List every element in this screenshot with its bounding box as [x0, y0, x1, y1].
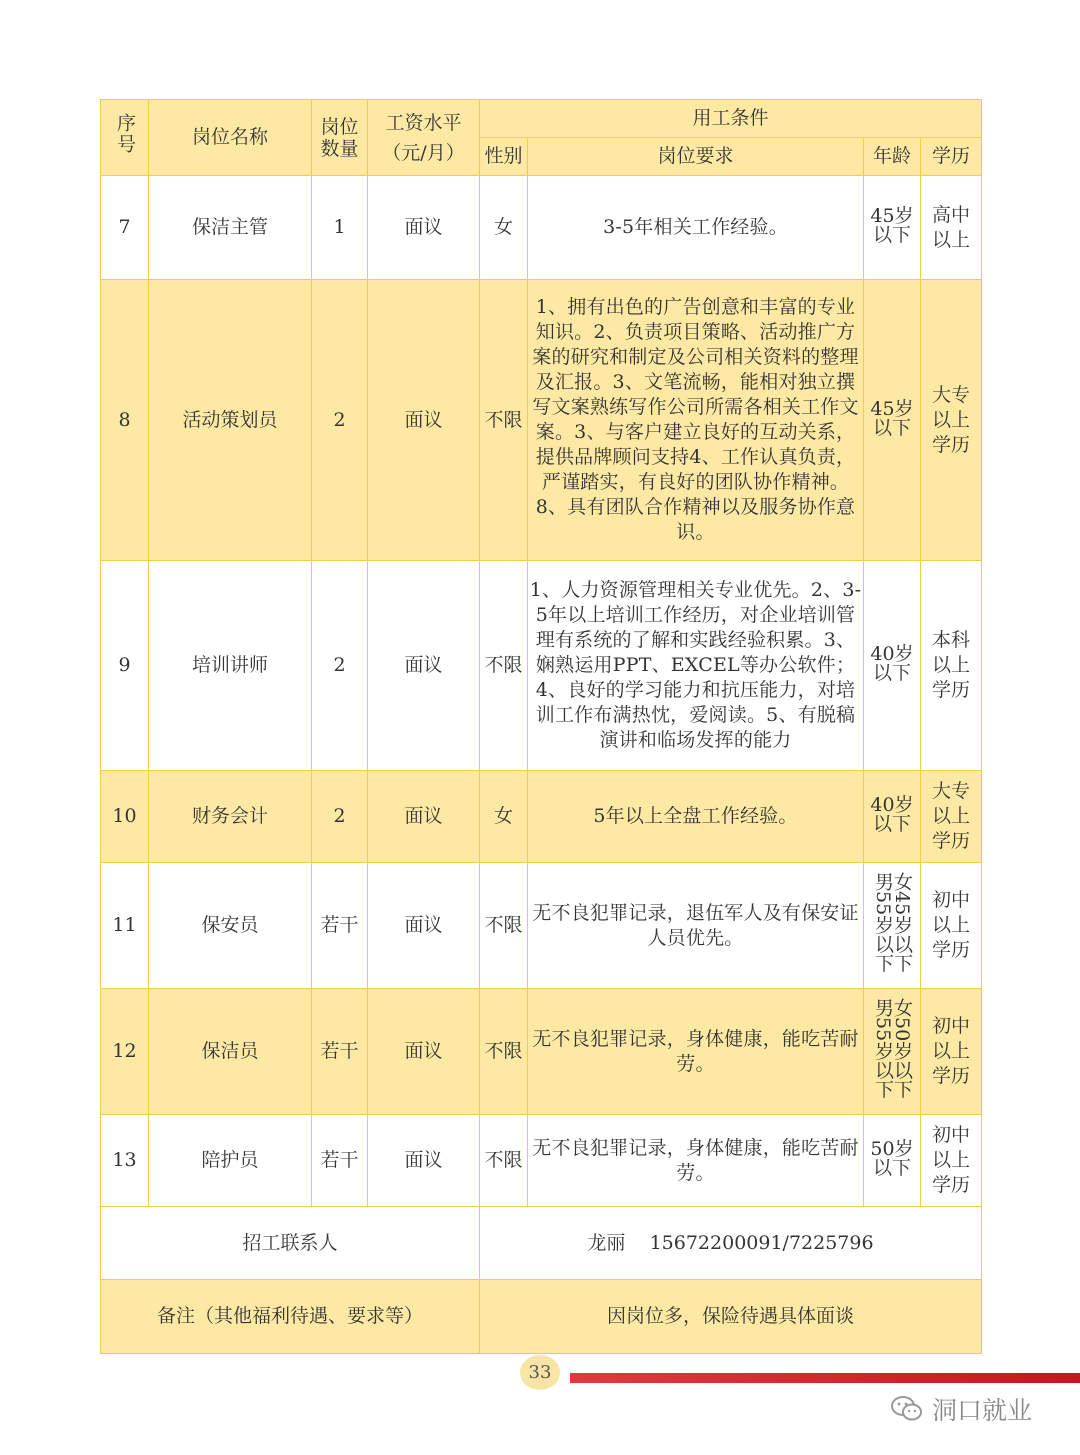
row-name: 活动策划员 [149, 280, 312, 561]
row-gender: 不限 [480, 561, 528, 771]
table-row [101, 561, 982, 771]
row-education: 大专 以上 学历 [921, 280, 982, 561]
row-requirements: 1、人力资源管理相关专业优先。2、3-5年以上培训工作经历，对企业培训管理有系统的了解和实践经验积累。3、娴熟运用PPT、EXCEL等办公软件；4、良好的学习能力和抗压能力，对培训工作布满热忱，爱阅读。5、有脱稿演讲和临场发挥的能力 [528, 561, 864, 771]
row-education: 初中 以上 学历 [921, 989, 982, 1115]
row-age: 女50岁以下 男55岁以下 [864, 989, 921, 1115]
row-seq: 13 [101, 1115, 149, 1207]
row-gender: 不限 [480, 1115, 528, 1207]
header-row-1 [101, 100, 982, 138]
row-requirements: 无不良犯罪记录，身体健康，能吃苦耐劳。 [528, 1115, 864, 1207]
row-seq: 9 [101, 561, 149, 771]
page-number: 33 [520, 1355, 560, 1390]
header-name: 岗位名称 [149, 100, 312, 176]
row-count: 若干 [312, 989, 368, 1115]
header-gender: 性别 [480, 138, 528, 176]
row-name: 保洁主管 [149, 176, 312, 280]
row-age: 40岁 以下 [864, 561, 921, 771]
row-salary: 面议 [368, 989, 480, 1115]
row-salary: 面议 [368, 863, 480, 989]
row-age: 45岁 以下 [864, 280, 921, 561]
row-count: 2 [312, 561, 368, 771]
wechat-icon [890, 1395, 924, 1423]
watermark [890, 1392, 1032, 1426]
row-age: 50岁 以下 [864, 1115, 921, 1207]
table-row [101, 771, 982, 863]
row-salary: 面议 [368, 1115, 480, 1207]
row-requirements: 5年以上全盘工作经验。 [528, 771, 864, 863]
row-seq: 10 [101, 771, 149, 863]
row-gender: 女 [480, 176, 528, 280]
row-count: 2 [312, 771, 368, 863]
row-salary: 面议 [368, 561, 480, 771]
row-education: 大专 以上 学历 [921, 771, 982, 863]
remarks-value: 因岗位多，保险待遇具体面谈 [480, 1280, 982, 1354]
contact-row [101, 1207, 982, 1280]
header-salary: 工资水平 （元/月） [368, 100, 480, 176]
table-row [101, 280, 982, 561]
row-age: 45岁 以下 [864, 176, 921, 280]
table-row [101, 1115, 982, 1207]
row-age: 女45岁以下 男55岁以下 [864, 863, 921, 989]
row-gender: 不限 [480, 280, 528, 561]
row-salary: 面议 [368, 176, 480, 280]
row-gender: 不限 [480, 863, 528, 989]
row-name: 保安员 [149, 863, 312, 989]
row-salary: 面议 [368, 280, 480, 561]
row-education: 初中 以上 学历 [921, 863, 982, 989]
decorative-red-bar [570, 1373, 1080, 1383]
row-requirements: 无不良犯罪记录，身体健康，能吃苦耐劳。 [528, 989, 864, 1115]
row-seq: 7 [101, 176, 149, 280]
row-count: 若干 [312, 1115, 368, 1207]
row-name: 陪护员 [149, 1115, 312, 1207]
header-seq: 序号 [101, 100, 149, 176]
row-age: 40岁 以下 [864, 771, 921, 863]
row-requirements: 无不良犯罪记录，退伍军人及有保安证人员优先。 [528, 863, 864, 989]
row-requirements: 1、拥有出色的广告创意和丰富的专业知识。2、负责项目策略、活动推广方案的研究和制定及公司相关资料的整理及汇报。3、文笔流畅，能相对独立撰写文案熟练写作公司所需各相关工作文案。3、与客户建立良好的互动关系，提供品牌顾问支持4、工作认真负责，严谨踏实，有良好的团队协作精神。8、具有团队合作精神以及服务协作意识。 [528, 280, 864, 561]
row-education: 初中 以上 学历 [921, 1115, 982, 1207]
row-requirements: 3-5年相关工作经验。 [528, 176, 864, 280]
contact-label: 招工联系人 [101, 1207, 480, 1280]
header-age: 年龄 [864, 138, 921, 176]
row-name: 培训讲师 [149, 561, 312, 771]
row-education: 本科 以上 学历 [921, 561, 982, 771]
table-row [101, 176, 982, 280]
header-education: 学历 [921, 138, 982, 176]
row-count: 1 [312, 176, 368, 280]
row-name: 保洁员 [149, 989, 312, 1115]
row-seq: 8 [101, 280, 149, 561]
table-row [101, 863, 982, 989]
row-count: 2 [312, 280, 368, 561]
header-requirements: 岗位要求 [528, 138, 864, 176]
remarks-row [101, 1280, 982, 1354]
row-seq: 11 [101, 863, 149, 989]
header-count: 岗位 数量 [312, 100, 368, 176]
row-salary: 面议 [368, 771, 480, 863]
row-count: 若干 [312, 863, 368, 989]
row-gender: 女 [480, 771, 528, 863]
row-seq: 12 [101, 989, 149, 1115]
row-name: 财务会计 [149, 771, 312, 863]
header-conditions: 用工条件 [480, 100, 982, 138]
row-gender: 不限 [480, 989, 528, 1115]
watermark-text: 洞口就业 [932, 1396, 1033, 1425]
remarks-label: 备注（其他福利待遇、要求等） [101, 1280, 480, 1354]
contact-value: 龙丽 15672200091/7225796 [480, 1207, 982, 1280]
row-education: 高中 以上 [921, 176, 982, 280]
job-table [100, 99, 982, 1354]
table-row [101, 989, 982, 1115]
